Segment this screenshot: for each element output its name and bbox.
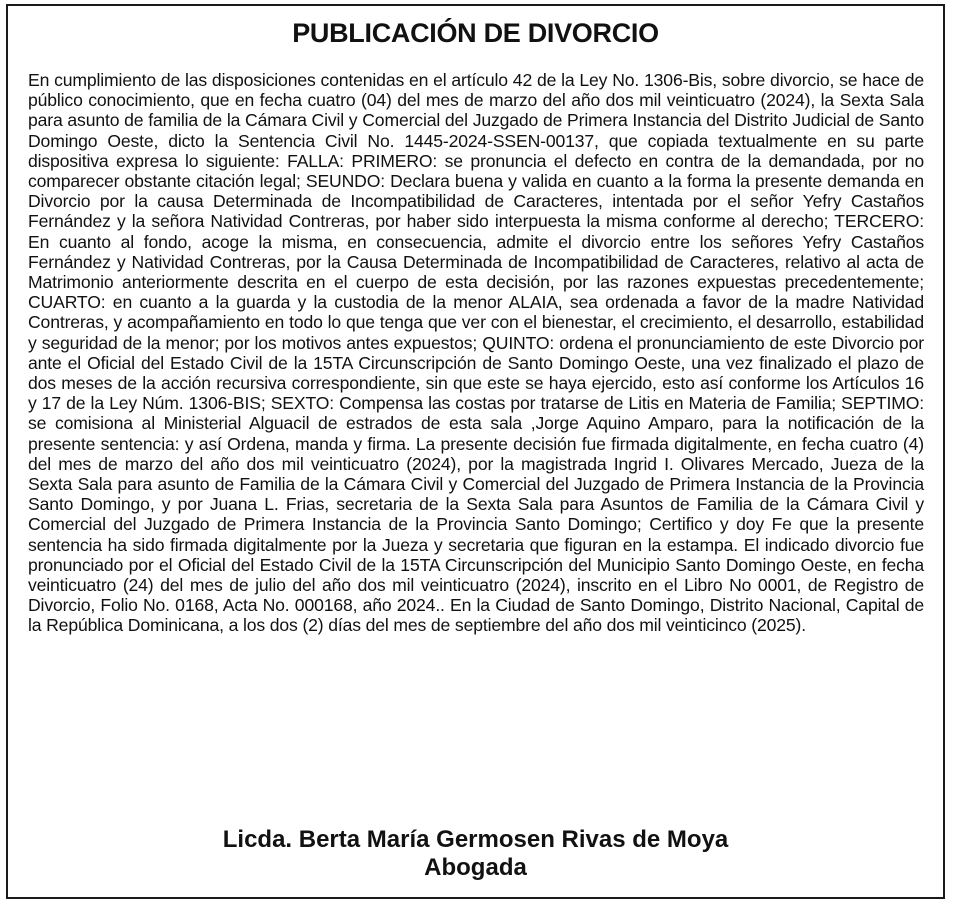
signature-role: Abogada xyxy=(424,854,527,881)
signature-name: Licda. Berta María Germosen Rivas de Moya xyxy=(222,826,729,853)
notice-title: PUBLICACIÓN DE DIVORCIO xyxy=(292,18,659,48)
notice-body: En cumplimiento de las disposiciones contenidas en el artículo 42 de la Ley No. 1306-Bis, sobre divorcio, se hace de público conocimiento, que en fecha cuatro (04) del mes de marzo del año dos mil veinticuatro (2024), la Sexta Sala para asunto de familia de la Cámara Civil y Comercial del Juzgado de Primera Instancia del Distrito Judicial de Santo Domingo Oeste, dicto la Sentencia Civil No. 1445-2024-SSEN-00137, que copiada textualmente en su parte dispositiva expresa lo siguiente: FALLA: PRIMERO: se pronuncia el defecto en contra de la demandada, por no comparecer obstante citación legal; SEUNDO: Declara buena y valida en cuanto a la forma la presente demanda en Divorcio por la causa Determinada de Incompatibilidad de Caracteres, intentada por el señor Yefry Castaños Fernández y la señora Natividad Contreras, por haber sido interpuesta la misma conforme al derecho; TERCERO: En cuanto al fondo, acoge la misma, en consecuencia, admite el divorcio entre los señores Yefry Castaños Fernández y Natividad Contreras, por la Causa Determinada de Incompatibilidad de Caracteres, relativo al acta de Matrimonio anteriormente descrita en el cuerpo de esta decisión, por las razones expuestas precedentemente; CUARTO: en cuanto a la guarda y la custodia de la menor ALAIA, sea ordenada a favor de la madre Natividad Contreras, y acompañamiento en todo lo que tenga que ver con el bienestar, el crecimiento, el desarrollo, estabilidad y seguridad de la menor; por los motivos antes expuestos; QUINTO: ordena el pronunciamiento de este Divorcio por ante el Oficial del Estado Civil de la 15TA Circunscripción de Santo Domingo Oeste, una vez finalizado el plazo de dos meses de la acción recursiva correspondiente, sin que este se haya ejercido, esto así conforme los Artículos 16 y 17 de la Ley Núm. 1306-BIS; SEXTO: Compensa las costas por tratarse de Litis en Materia de Familia; SEPTIMO: se comisiona al Ministerial Alguacil de estrados de esta sala ,Jorge Aquino Amparo, para la notificación de la presente sentencia: y así Ordena, manda y firma. La presente decisión fue firmada digitalmente, en fecha cuatro (4) del mes de marzo del año dos mil veinticuatro (2024), por la magistrada Ingrid I. Olivares Mercado, Jueza de la Sexta Sala para asunto de Familia de la Cámara Civil y Comercial del Juzgado de Primera Instancia de la Provincia Santo Domingo, y por Juana L. Frias, secretaria de la Sexta Sala para Asuntos de Familia de la Cámara Civil y Comercial del Juzgado de Primera Instancia de la Provincia Santo Domingo; Certifico y doy Fe que la presente sentencia ha sido firmada digitalmente por la Jueza y secretaria que figuran en la estampa. El indicado divorcio fue pronunciado por el Oficial del Estado Civil de la 15TA Circunscripción del Municipio Santo Domingo Oeste, en fecha veinticuatro (24) del mes de julio del año dos mil veinticuatro (2024), inscrito en el Libro No 0001, de Registro de Divorcio, Folio No. 0168, Acta No. 000168, año 2024.. En la Ciudad de Santo Domingo, Distrito Nacional, Capital de la República Dominicana, a los dos (2) días del mes de septiembre del año dos mil veinticinco (2025). xyxy=(28,70,924,636)
signature-block xyxy=(8,826,943,882)
notice-frame xyxy=(6,4,945,899)
